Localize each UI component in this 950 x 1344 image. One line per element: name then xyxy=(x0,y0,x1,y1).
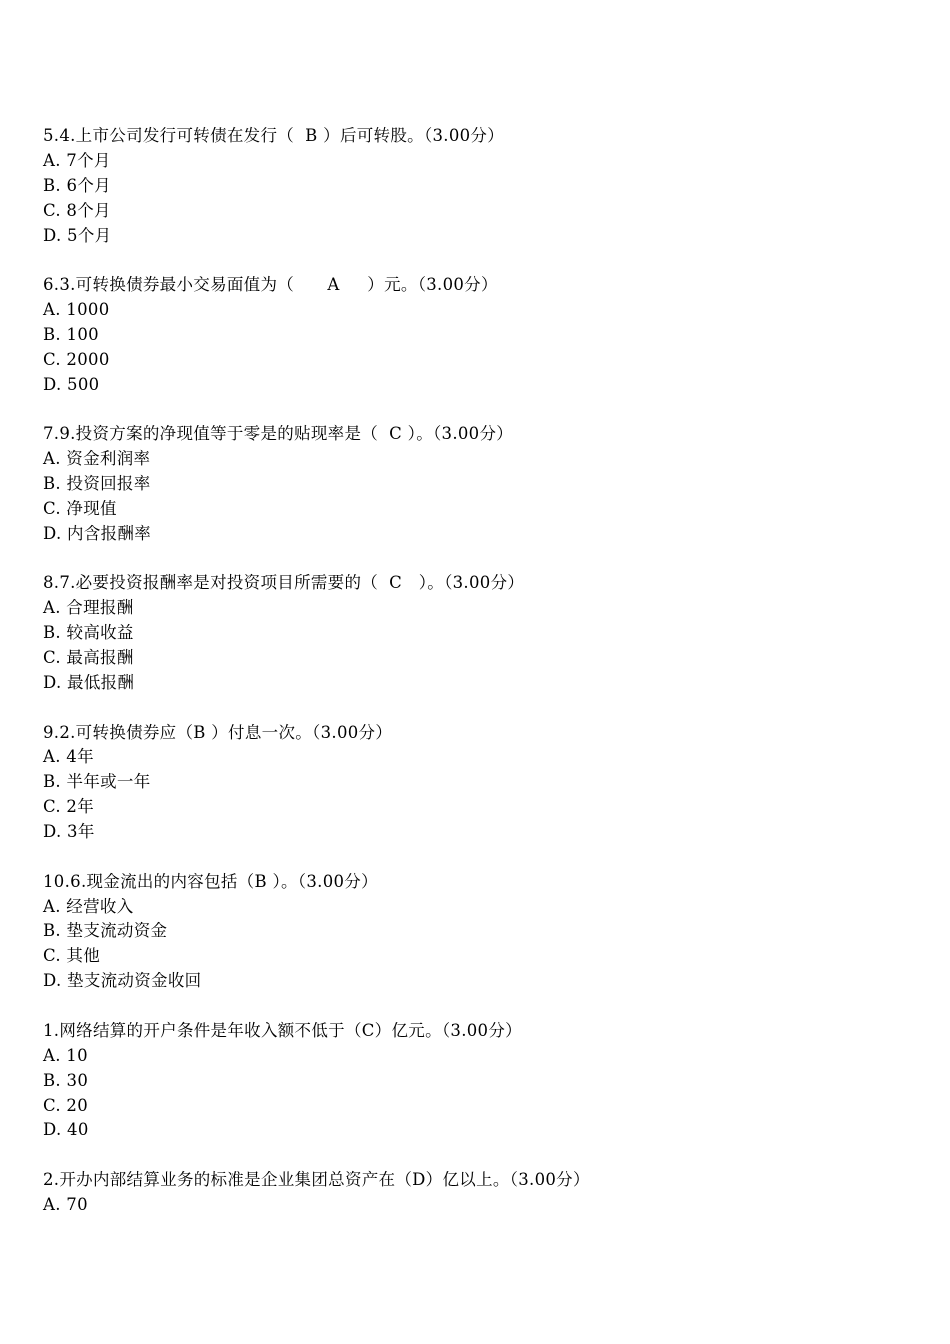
option-a: A. 70 xyxy=(43,1194,88,1214)
question-stem: 1.网络结算的开户条件是年收入额不低于（C）亿元。（3.00分） xyxy=(43,1020,522,1040)
option-c: C. 最高报酬 xyxy=(43,648,134,668)
option-a: A. 7个月 xyxy=(43,150,111,170)
question-document xyxy=(43,124,923,1242)
option-d: D. 最低报酬 xyxy=(43,672,135,692)
question-10 xyxy=(43,870,923,994)
question-9 xyxy=(43,721,923,845)
option-a: A. 经营收入 xyxy=(43,896,134,916)
option-d: D. 5个月 xyxy=(43,225,112,245)
option-b: B. 投资回报率 xyxy=(43,474,151,494)
question-stem: 7.9.投资方案的净现值等于零是的贴现率是（ C ）。（3.00分） xyxy=(43,424,514,444)
option-a: A. 1000 xyxy=(43,300,110,320)
option-d: D. 3年 xyxy=(43,822,95,842)
option-a: A. 合理报酬 xyxy=(43,598,134,618)
option-c: C. 其他 xyxy=(43,946,101,966)
question-stem: 9.2.可转换债券应（B ）付息一次。（3.00分） xyxy=(43,722,393,742)
option-d: D. 40 xyxy=(43,1120,89,1140)
option-a: A. 4年 xyxy=(43,747,94,767)
question-stem: 6.3.可转换债券最小交易面值为（ A ）元。（3.00分） xyxy=(43,275,498,295)
option-c: C. 2年 xyxy=(43,797,95,817)
question-7 xyxy=(43,422,923,546)
question-1 xyxy=(43,1019,923,1143)
option-a: A. 10 xyxy=(43,1045,88,1065)
question-stem: 8.7.必要投资报酬率是对投资项目所需要的（ C ）。（3.00分） xyxy=(43,573,525,593)
option-b: B. 半年或一年 xyxy=(43,772,151,792)
question-stem: 5.4.上市公司发行可转债在发行（ B ）后可转股。（3.00分） xyxy=(43,126,505,145)
option-b: B. 30 xyxy=(43,1070,89,1090)
option-a: A. 资金利润率 xyxy=(43,449,151,469)
option-b: B. 6个月 xyxy=(43,175,111,195)
option-c: C. 8个月 xyxy=(43,200,111,220)
question-8 xyxy=(43,571,923,695)
option-c: C. 2000 xyxy=(43,349,110,369)
question-6 xyxy=(43,273,923,397)
option-c: C. 净现值 xyxy=(43,498,117,518)
question-stem: 2.开办内部结算业务的标准是企业集团总资产在（D）亿以上。（3.00分） xyxy=(43,1169,590,1189)
question-5 xyxy=(43,124,923,248)
option-d: D. 垫支流动资金收回 xyxy=(43,971,202,991)
option-b: B. 100 xyxy=(43,324,99,344)
question-2 xyxy=(43,1168,923,1218)
option-b: B. 较高收益 xyxy=(43,623,134,643)
option-c: C. 20 xyxy=(43,1095,89,1115)
option-d: D. 500 xyxy=(43,374,100,394)
question-stem: 10.6.现金流出的内容包括（B ）。（3.00分） xyxy=(43,871,378,891)
option-b: B. 垫支流动资金 xyxy=(43,921,168,941)
option-d: D. 内含报酬率 xyxy=(43,523,152,543)
